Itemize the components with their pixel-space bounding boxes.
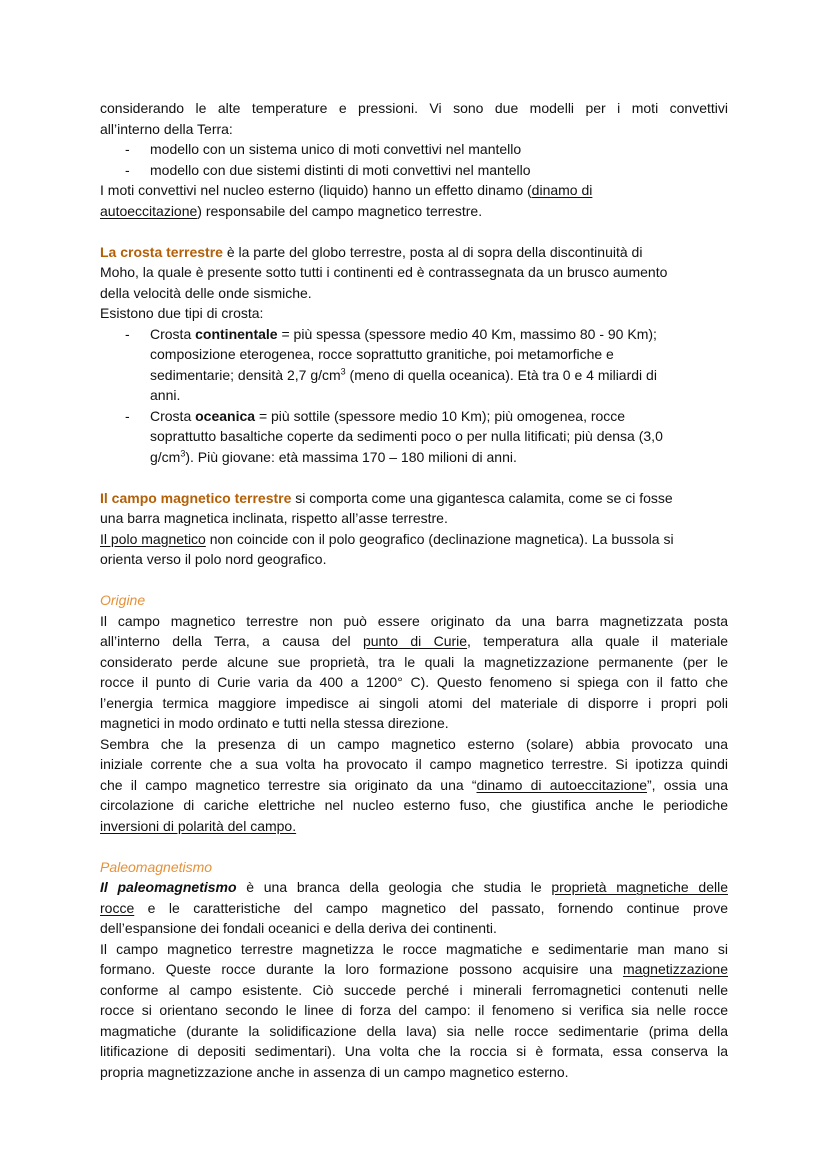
text-line: iniziale corrente che a sua volta ha provocato il campo magnetico terrestre. Si ipotizza quindi [100, 756, 728, 772]
intro-line: all’interno della Terra: [100, 120, 233, 137]
list-item: - modello con due sistemi distinti di moti convettivi nel mantello [125, 161, 531, 178]
list-item: - modello con un sistema unico di moti convettivi nel mantello [125, 141, 522, 157]
rock-properties-link[interactable]: proprietà magnetiche delle [551, 879, 728, 895]
dynamo-link[interactable]: autoeccitazione [100, 202, 198, 219]
magnetization-link[interactable]: magnetizzazione [622, 961, 728, 977]
polo-link[interactable]: Il polo magnetico [100, 530, 206, 547]
list-item: - Crosta oceanica = più sottile (spessore medio 10 Km); più omogenea, rocce soprattutto basaltiche coperte da sedimenti poco o per nulla litificati; più densa (3,0 $g/cm^3$). Più giovane: età massima 170 – 180 milioni di anni. [125, 407, 663, 465]
section-heading: Il campo magnetico terrestre [100, 489, 292, 506]
text-line: all’interno della Terra, a causa del punto di Curie, temperatura alla quale il materiale [100, 633, 729, 649]
section-heading: La crosta terrestre [100, 243, 223, 260]
text-line: Il paleomagnetismo è una branca della geologia che studia le proprietà magnetiche delle [100, 879, 728, 895]
text-line: magnetici in modo ordinato e tutti nella stessa direzione. [100, 715, 449, 731]
text-line: rocce si orientano secondo le linee di forza del campo: il fenomeno si verifica sia nelle rocce [100, 1002, 728, 1018]
text-line: rocce e le caratteristiche del campo magnetico del passato, fornendo continue prove [100, 899, 728, 916]
crust-types-list [100, 324, 728, 468]
text-line: che il campo magnetico terrestre sia originato da una “dinamo di autoeccitazione”, ossia una [100, 776, 728, 793]
curie-link[interactable]: punto di Curie [362, 633, 468, 649]
text-line: litificazione di depositi sedimentari). Una volta che la roccia si è formata, essa conserva la [100, 1043, 728, 1059]
inversion-link[interactable]: inversioni di polarità del campo. [100, 817, 297, 834]
text-line: Il campo magnetico terrestre magnetizza le rocce magmatiche e sedimentarie man mano si [100, 940, 728, 957]
text-line: Sembra che la presenza di un campo magnetico esterno (solare) abbia provocato una [100, 735, 728, 752]
text-line: circolazione di cariche elettriche nel nucleo esterno fuso, che giustifica anche le periodiche [100, 797, 728, 813]
text-line: rocce il punto di Curie varia da 400 a 1200° C). Questo fenomeno si spiega con il fatto che [100, 674, 728, 690]
intro-line: considerando le alte temperature e pressioni. Vi sono due modelli per i moti convettivi [100, 100, 728, 116]
text-line: propria magnetizzazione anche in assenza di un campo magnetico esterno. [100, 1063, 569, 1080]
text-line [100, 816, 728, 837]
campo-paragraph: Il campo magnetico terrestre si comporta come una gigantesca calamita, come se ci fosse una barra magnetica inclinata, rispetto all’asse terrestre. [100, 489, 673, 526]
models-list [100, 139, 728, 180]
text-line: conforme al campo esistente. Ciò succede perché i minerali ferromagnetici contenuti nelle [100, 981, 728, 998]
dynamo-paragraph: I moti convettivi nel nucleo esterno (liquido) hanno un effetto dinamo (dinamo di autoeccitazione) responsabile del campo magnetico terrestre. [100, 182, 593, 219]
section-subheading: Origine [100, 592, 146, 608]
text-line: formano. Queste rocce durante la loro formazione possono acquisire una magnetizzazione [100, 961, 728, 977]
text-line: Il campo magnetico terrestre non può essere originato da una barra magnetizzata posta [100, 612, 728, 629]
text-line: magmatiche (durante la solidificazione della lava) sia nelle rocce sedimentarie (prima della [100, 1022, 728, 1039]
dynamo-link[interactable]: dinamo di autoeccitazione [476, 776, 647, 793]
dynamo-link[interactable]: dinamo di [531, 182, 593, 198]
list-item: - Crosta continentale = più spessa (spessore medio 40 Km, massimo 80 - 90 Km); composizione eterogenea, rocce soprattutto granitiche, poi metamorfiche e sedimentarie; densità 2,7 $g/cm^3$ (meno di quella oceanica). Età tra 0 e 4 miliardi di anni. [125, 325, 657, 403]
section-subheading: Paleomagnetismo [100, 858, 213, 875]
polo-paragraph: Il polo magnetico non coincide con il polo geografico (declinazione magnetica). La bussola si orienta verso il polo nord geografico. [100, 530, 674, 567]
text-line: considerato perde alcune sue proprietà, tra le quali la magnetizzazione permanente (per le [100, 653, 728, 670]
types-intro: Esistono due tipi di crosta: [100, 305, 264, 321]
crosta-paragraph: La crosta terrestre è la parte del globo terrestre, posta al di sopra della discontinuità di Moho, la quale è presente sotto tutti i continenti ed è contrassegnata da un brusco aumento della velocità delle onde sismiche. [100, 243, 668, 301]
rock-properties-link[interactable]: rocce [100, 899, 135, 916]
text-line: dell’espansione dei fondali oceanici e della deriva dei continenti. [100, 920, 497, 936]
text-line: l’energia termica maggiore impedisce ai singoli atomi del materiale di disporre i propri poli [100, 694, 728, 711]
